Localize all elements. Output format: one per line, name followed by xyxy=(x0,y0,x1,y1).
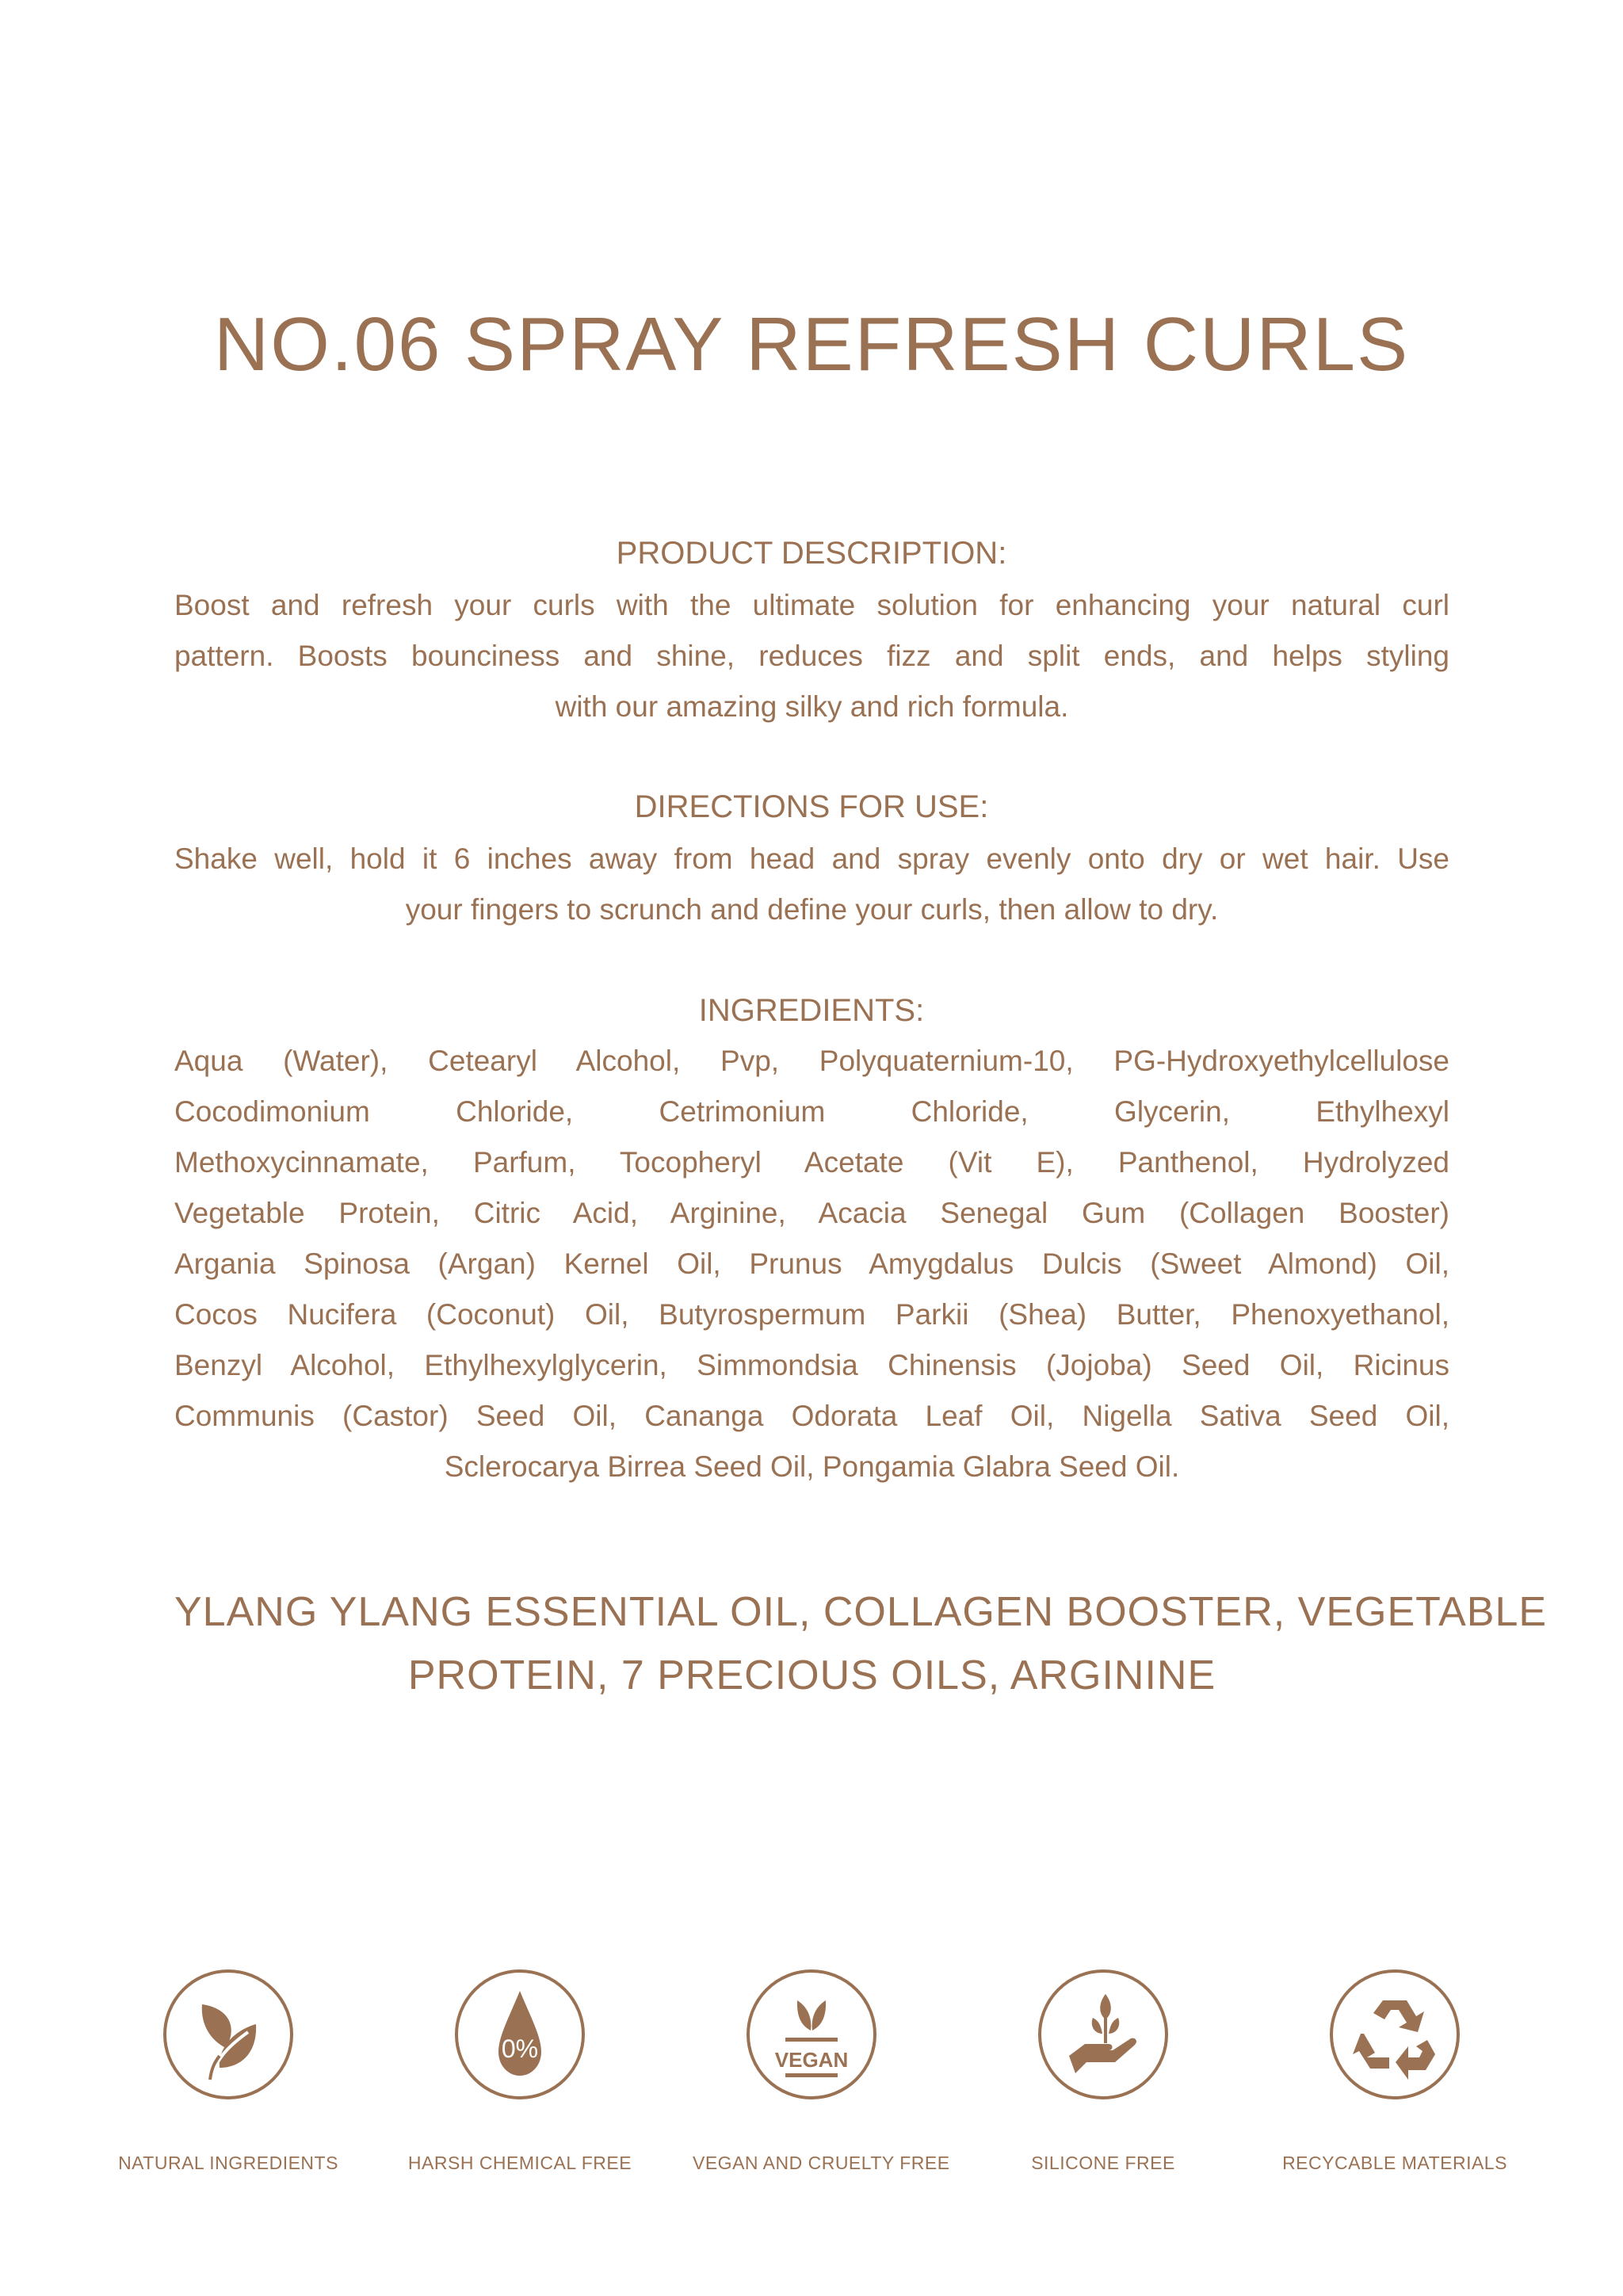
description-body xyxy=(174,580,1449,732)
badge-silicone-free xyxy=(984,1969,1222,2174)
badge-natural-ingredients xyxy=(109,1969,347,2174)
badge-label: NATURAL INGREDIENTS xyxy=(118,2153,338,2173)
text-line: Benzyl Alcohol, Ethylhexylglycerin, Simmondsia Chinensis (Jojoba) Seed Oil, Ricinus xyxy=(174,1349,1449,1381)
text-line: Aqua (Water), Cetearyl Alcohol, Pvp, Polyquaternium-10, PG-Hydroxyethylcellulose xyxy=(174,1045,1449,1077)
vegan-text: VEGAN xyxy=(774,2048,849,2072)
description-heading xyxy=(0,536,1623,571)
product-title: NO.06 SPRAY REFRESH CURLS xyxy=(213,302,1410,387)
badge-label: VEGAN AND CRUELTY FREE xyxy=(693,2153,950,2173)
ingredients-heading xyxy=(0,993,1623,1029)
section-heading: DIRECTIONS FOR USE: xyxy=(634,789,989,824)
text-line: Cocodimonium Chloride, Cetrimonium Chloride, Glycerin, Ethylhexyl xyxy=(174,1095,1449,1128)
text-line: Boost and refresh your curls with the ultimate solution for enhancing your natural curl xyxy=(174,589,1449,621)
recycle-icon xyxy=(1329,1969,1461,2100)
text-line: pattern. Boosts bounciness and shine, reduces fizz and split ends, and helps styling xyxy=(174,640,1449,672)
directions-body xyxy=(174,834,1449,935)
text-line: Vegetable Protein, Citric Acid, Arginine, Acacia Senegal Gum (Collagen Booster) xyxy=(174,1197,1449,1229)
text-line: your fingers to scrunch and define your curls, then allow to dry. xyxy=(405,893,1219,926)
badge-recyclable xyxy=(1276,1969,1514,2174)
badge-harsh-chemical-free xyxy=(401,1969,639,2174)
vegan-icon xyxy=(746,1969,877,2100)
ingredients-body xyxy=(174,1036,1449,1492)
section-heading: PRODUCT DESCRIPTION: xyxy=(616,536,1007,571)
badge-label: RECYCABLE MATERIALS xyxy=(1282,2153,1507,2173)
section-heading: INGREDIENTS: xyxy=(698,993,925,1028)
drop-text: 0% xyxy=(501,2034,539,2063)
highlight-line: PROTEIN, 7 PRECIOUS OILS, ARGININE xyxy=(407,1652,1216,1698)
text-line: Methoxycinnamate, Parfum, Tocopheryl Acetate (Vit E), Panthenol, Hydrolyzed xyxy=(174,1146,1449,1179)
text-line: with our amazing silky and rich formula. xyxy=(555,690,1069,723)
text-line: Cocos Nucifera (Coconut) Oil, Butyrospermum Parkii (Shea) Butter, Phenoxyethanol, xyxy=(174,1298,1449,1331)
badge-label: SILICONE FREE xyxy=(1031,2153,1175,2173)
text-line: Argania Spinosa (Argan) Kernel Oil, Prunus Amygdalus Dulcis (Sweet Almond) Oil, xyxy=(174,1247,1449,1280)
highlights xyxy=(174,1580,1548,1707)
hand-plant-icon xyxy=(1037,1969,1169,2100)
drop-zero-percent-icon xyxy=(454,1969,586,2100)
text-line: Communis (Castor) Seed Oil, Cananga Odorata Leaf Oil, Nigella Sativa Seed Oil, xyxy=(174,1400,1449,1432)
badge-label: HARSH CHEMICAL FREE xyxy=(407,2153,632,2173)
badge-vegan xyxy=(693,1969,950,2174)
text-line: Sclerocarya Birrea Seed Oil, Pongamia Glabra Seed Oil. xyxy=(444,1450,1180,1483)
directions-heading xyxy=(0,789,1623,825)
text-line: Shake well, hold it 6 inches away from head and spray evenly onto dry or wet hair. Use xyxy=(174,842,1449,875)
leaf-icon xyxy=(162,1969,294,2100)
highlight-line: YLANG YLANG ESSENTIAL OIL, COLLAGEN BOOSTER, VEGETABLE xyxy=(174,1589,1548,1635)
